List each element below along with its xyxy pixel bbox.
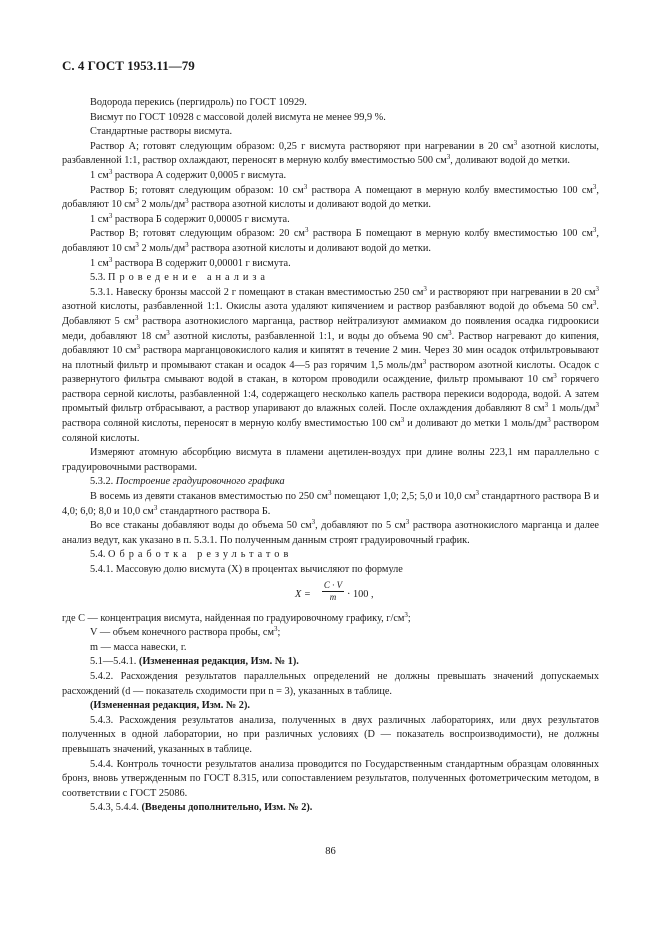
text: раствора А помещают в мерную колбу вместимостью 100 см xyxy=(307,184,593,196)
superscript: 3 xyxy=(446,153,451,162)
text: где C — концентрация висмута, найденная по градуировочному графику, г/см xyxy=(62,612,405,624)
paragraph xyxy=(62,169,599,184)
text: Стандартные растворы висмута. xyxy=(90,126,233,138)
section-heading-5-3-2 xyxy=(62,475,599,490)
text: раствора азотной кислоты и доливают водой до метки. xyxy=(188,242,431,254)
paragraph-solution-v xyxy=(62,227,599,256)
text: раствора азотнокислого марганца, раствор нейтрализуют аммиаком до появления осадка гидроокиси меди, добавляют 18 см xyxy=(62,315,599,342)
text: ; xyxy=(277,627,281,639)
text: и доливают до метки 1 моль/дм xyxy=(404,418,548,430)
amendment-note: (Измененная редакция, Изм. № 2). xyxy=(90,700,250,712)
text: . Добавляют 5 см xyxy=(62,301,599,327)
formula-fraction xyxy=(322,580,344,603)
paragraph xyxy=(62,257,599,272)
text: 5.3.1. Навеску бронзы массой 2 г помещают в стакан вместимостью 250 см xyxy=(90,286,424,298)
text: 5.4.1. Массовую долю висмута (X) в процентах вычисляют по формуле xyxy=(90,564,403,575)
superscript: 3 xyxy=(327,489,332,498)
superscript: 3 xyxy=(423,284,427,293)
section-number: 5.3.2. xyxy=(90,476,114,488)
text: , добавляют 10 см xyxy=(62,184,599,211)
section-title: Проведение анализа xyxy=(108,272,270,284)
paragraph xyxy=(62,111,599,126)
text: 5.4.4. Контроль точности результатов анализа проводится по Государственным стандартным образцам оловянных бронз, вновь утвержденным по ГОСТ 8.315, или сопоставлением результатов, полученных фотометрическим методом, в соответствии с ГОСТ 25086. xyxy=(62,758,599,799)
superscript: 3 xyxy=(303,182,308,191)
text: стандартного раствора В и 4,0; 6,0; 8,0 и 10,0 см xyxy=(62,491,599,517)
paragraph-solution-a xyxy=(62,140,599,169)
superscript: 3 xyxy=(595,401,599,410)
section-number: 5.4. xyxy=(90,549,106,561)
superscript: 3 xyxy=(475,489,479,498)
superscript: 3 xyxy=(595,284,600,293)
text: раствора марганцовокислого калия и кипятят в течение 2 мин. Через 30 мин осадок отфильтровывают на плотный фильтр и промывают стакан и осадок 4—5 раз горячим 1,5 моль/дм xyxy=(62,345,599,371)
text: . Раствор нагревают до кипения, добавляют 10 см xyxy=(62,330,600,357)
paragraph xyxy=(62,125,599,140)
superscript: 3 xyxy=(400,416,405,425)
superscript: 3 xyxy=(166,328,170,337)
text: раствором соляной кислоты. xyxy=(62,418,599,444)
text: раствора соляной кислоты, переносят в мерную колбу вместимостью 100 см xyxy=(62,418,401,430)
text: азотной кислоты, разбавленной 1:1, раствор охлаждают, переносят в мерную колбу вместимостью 500 см xyxy=(62,140,599,167)
text: ; xyxy=(407,612,411,624)
text: раствора А содержит 0,0005 г висмута. xyxy=(112,169,287,181)
text: Во все стаканы добавляют воды до объема 50 см xyxy=(90,520,312,532)
text: Раствор В; готовят следующим образом: 20 см xyxy=(90,228,305,240)
text: , добавляют 10 см xyxy=(62,228,599,254)
formula-denominator: m xyxy=(329,591,337,602)
text: Измеряют атомную абсорбцию висмута в пламени ацетилен-воздух при длине волны 223,1 нм параллельно с градуировочными растворами. xyxy=(62,447,599,473)
text: 2 моль/дм xyxy=(138,199,186,211)
where-clause xyxy=(62,626,599,641)
superscript: 3 xyxy=(422,357,427,366)
superscript: 3 xyxy=(405,518,410,527)
superscript: 3 xyxy=(108,255,113,264)
formula xyxy=(62,580,599,610)
section-heading-5-3 xyxy=(62,271,599,286)
text: В восемь из девяти стаканов вместимостью по 250 см xyxy=(90,491,328,503)
amendment-text: (Введены дополнительно, Изм. № 2). xyxy=(141,802,313,814)
formula-numerator: C · V xyxy=(323,579,343,590)
superscript: 3 xyxy=(136,343,140,352)
paragraph xyxy=(62,490,599,519)
text: помещают 1,0; 2,5; 5,0 и 10,0 см xyxy=(331,491,476,503)
paragraph xyxy=(62,758,599,802)
text: , добавляют по 5 см xyxy=(315,520,406,532)
text: 2 моль/дм xyxy=(138,242,186,254)
text: раствора азотнокислого марганца и далее анализ ведут, как указано в п. 5.3.1. По полученным данным строят градуировочный график. xyxy=(62,520,599,546)
paragraph xyxy=(62,714,599,758)
where-clause xyxy=(62,641,599,656)
text: 5.4.3, 5.4.4. xyxy=(90,802,142,814)
text: 1 моль/дм xyxy=(548,403,596,415)
superscript: 3 xyxy=(547,416,551,425)
amendment-note xyxy=(62,655,599,670)
superscript: 3 xyxy=(135,240,139,249)
text: раствора азотной кислоты и доливают водой до метки. xyxy=(188,199,431,211)
text: азотной кислоты, разбавленной 1:1, и воды до объема 90 см xyxy=(169,330,449,342)
text: и растворяют при нагревании в 20 см xyxy=(426,286,596,298)
text: V — объем конечного раствора пробы, см xyxy=(90,627,275,639)
paragraph xyxy=(62,213,599,228)
paragraph-solution-b xyxy=(62,184,599,213)
superscript: 3 xyxy=(135,197,139,206)
superscript: 3 xyxy=(134,313,139,322)
superscript: 3 xyxy=(108,167,113,176)
paragraph xyxy=(62,563,599,578)
superscript: 3 xyxy=(592,182,597,191)
superscript: 3 xyxy=(544,401,549,410)
superscript: 3 xyxy=(274,625,278,634)
paragraph-5-3-1 xyxy=(62,286,599,447)
superscript: 3 xyxy=(448,328,452,337)
amendment-text: (Измененная редакция, Изм. № 1). xyxy=(138,656,299,668)
section-heading-5-4 xyxy=(62,548,599,563)
page-header: С. 4 ГОСТ 1953.11—79 xyxy=(62,58,195,73)
paragraph xyxy=(62,96,599,111)
section-number: 5.3. xyxy=(90,272,106,284)
text: , доливают водой до метки. xyxy=(450,155,570,167)
where-clause xyxy=(62,612,599,627)
text: Раствор А; готовят следующим образом: 0,25 г висмута растворяют при нагревании в 20 см xyxy=(90,140,514,152)
text: раствора Б содержит 0,00005 г висмута. xyxy=(112,213,290,225)
superscript: 3 xyxy=(404,610,408,619)
superscript: 3 xyxy=(153,503,158,512)
text: раствора Б помещают в мерную колбу вместимостью 100 см xyxy=(308,228,593,240)
text: Раствор Б; готовят следующим образом: 10 см xyxy=(90,184,304,196)
text: азотной кислоты, разбавленной 1:1. Окислы азота удаляют кипячением и раствор разбавляют водой до объема 50 см xyxy=(62,301,593,313)
section-title: Построение градуировочного графика xyxy=(115,476,285,488)
superscript: 3 xyxy=(185,197,189,206)
text: 5.4.2. Расхождения результатов параллельных определений не должны превышать значений допускаемых расхождений (d — показатель сходимости при n = 3), указанных в таблице. xyxy=(62,670,599,697)
page-number: 86 xyxy=(325,846,336,857)
section-title: Обработка результатов xyxy=(108,549,293,561)
paragraph xyxy=(62,670,599,699)
text: Водорода перекись (пергидроль) по ГОСТ 10929. xyxy=(90,97,307,108)
text: раствора В содержит 0,00001 г висмута. xyxy=(112,257,291,269)
superscript: 3 xyxy=(304,226,309,235)
text: 1 см xyxy=(90,169,109,181)
text: m — масса навески, г. xyxy=(90,641,187,653)
superscript: 3 xyxy=(513,138,518,147)
superscript: 3 xyxy=(592,299,597,308)
text: 5.4.3. Расхождения результатов анализа, полученных в двух различных лабораториях, или двух результатов полученных в одной лаборатории, но при различных условиях (D — показатель воспроизводимости), не должны превышать значений, указанных в таблице. xyxy=(62,714,599,755)
text: 1 см xyxy=(90,213,109,225)
text: 1 см xyxy=(90,257,109,269)
text: стандартного раствора Б. xyxy=(157,505,271,517)
paragraph xyxy=(62,446,599,475)
text: раствором азотной кислоты. Осадок с развернутого фильтра смывают водой в стакан, в котором проводили осаждение, фильтр промывают 10 см xyxy=(62,359,599,386)
superscript: 3 xyxy=(592,226,597,235)
superscript: 3 xyxy=(108,211,113,220)
paragraph xyxy=(62,519,599,548)
superscript: 3 xyxy=(311,518,316,527)
text: 5.1—5.4.1. xyxy=(90,656,139,668)
amendment-note xyxy=(62,801,599,816)
text: Висмут по ГОСТ 10928 с массовой долей висмута не менее 99,9 %. xyxy=(90,111,386,123)
text: горячего раствора серной кислоты, разбавленной 1:4, содержащего несколько капель раствора перекиси водорода, водой. А затем промытый фильтр отбрасывают, а раствор упаривают до влажных солей. После охлаждения добавляют 8 см xyxy=(62,374,599,415)
superscript: 3 xyxy=(553,372,557,381)
page-body xyxy=(62,96,599,816)
formula-rhs: · 100 , xyxy=(347,588,374,600)
superscript: 3 xyxy=(185,240,189,249)
formula-lhs: X = xyxy=(295,588,311,600)
